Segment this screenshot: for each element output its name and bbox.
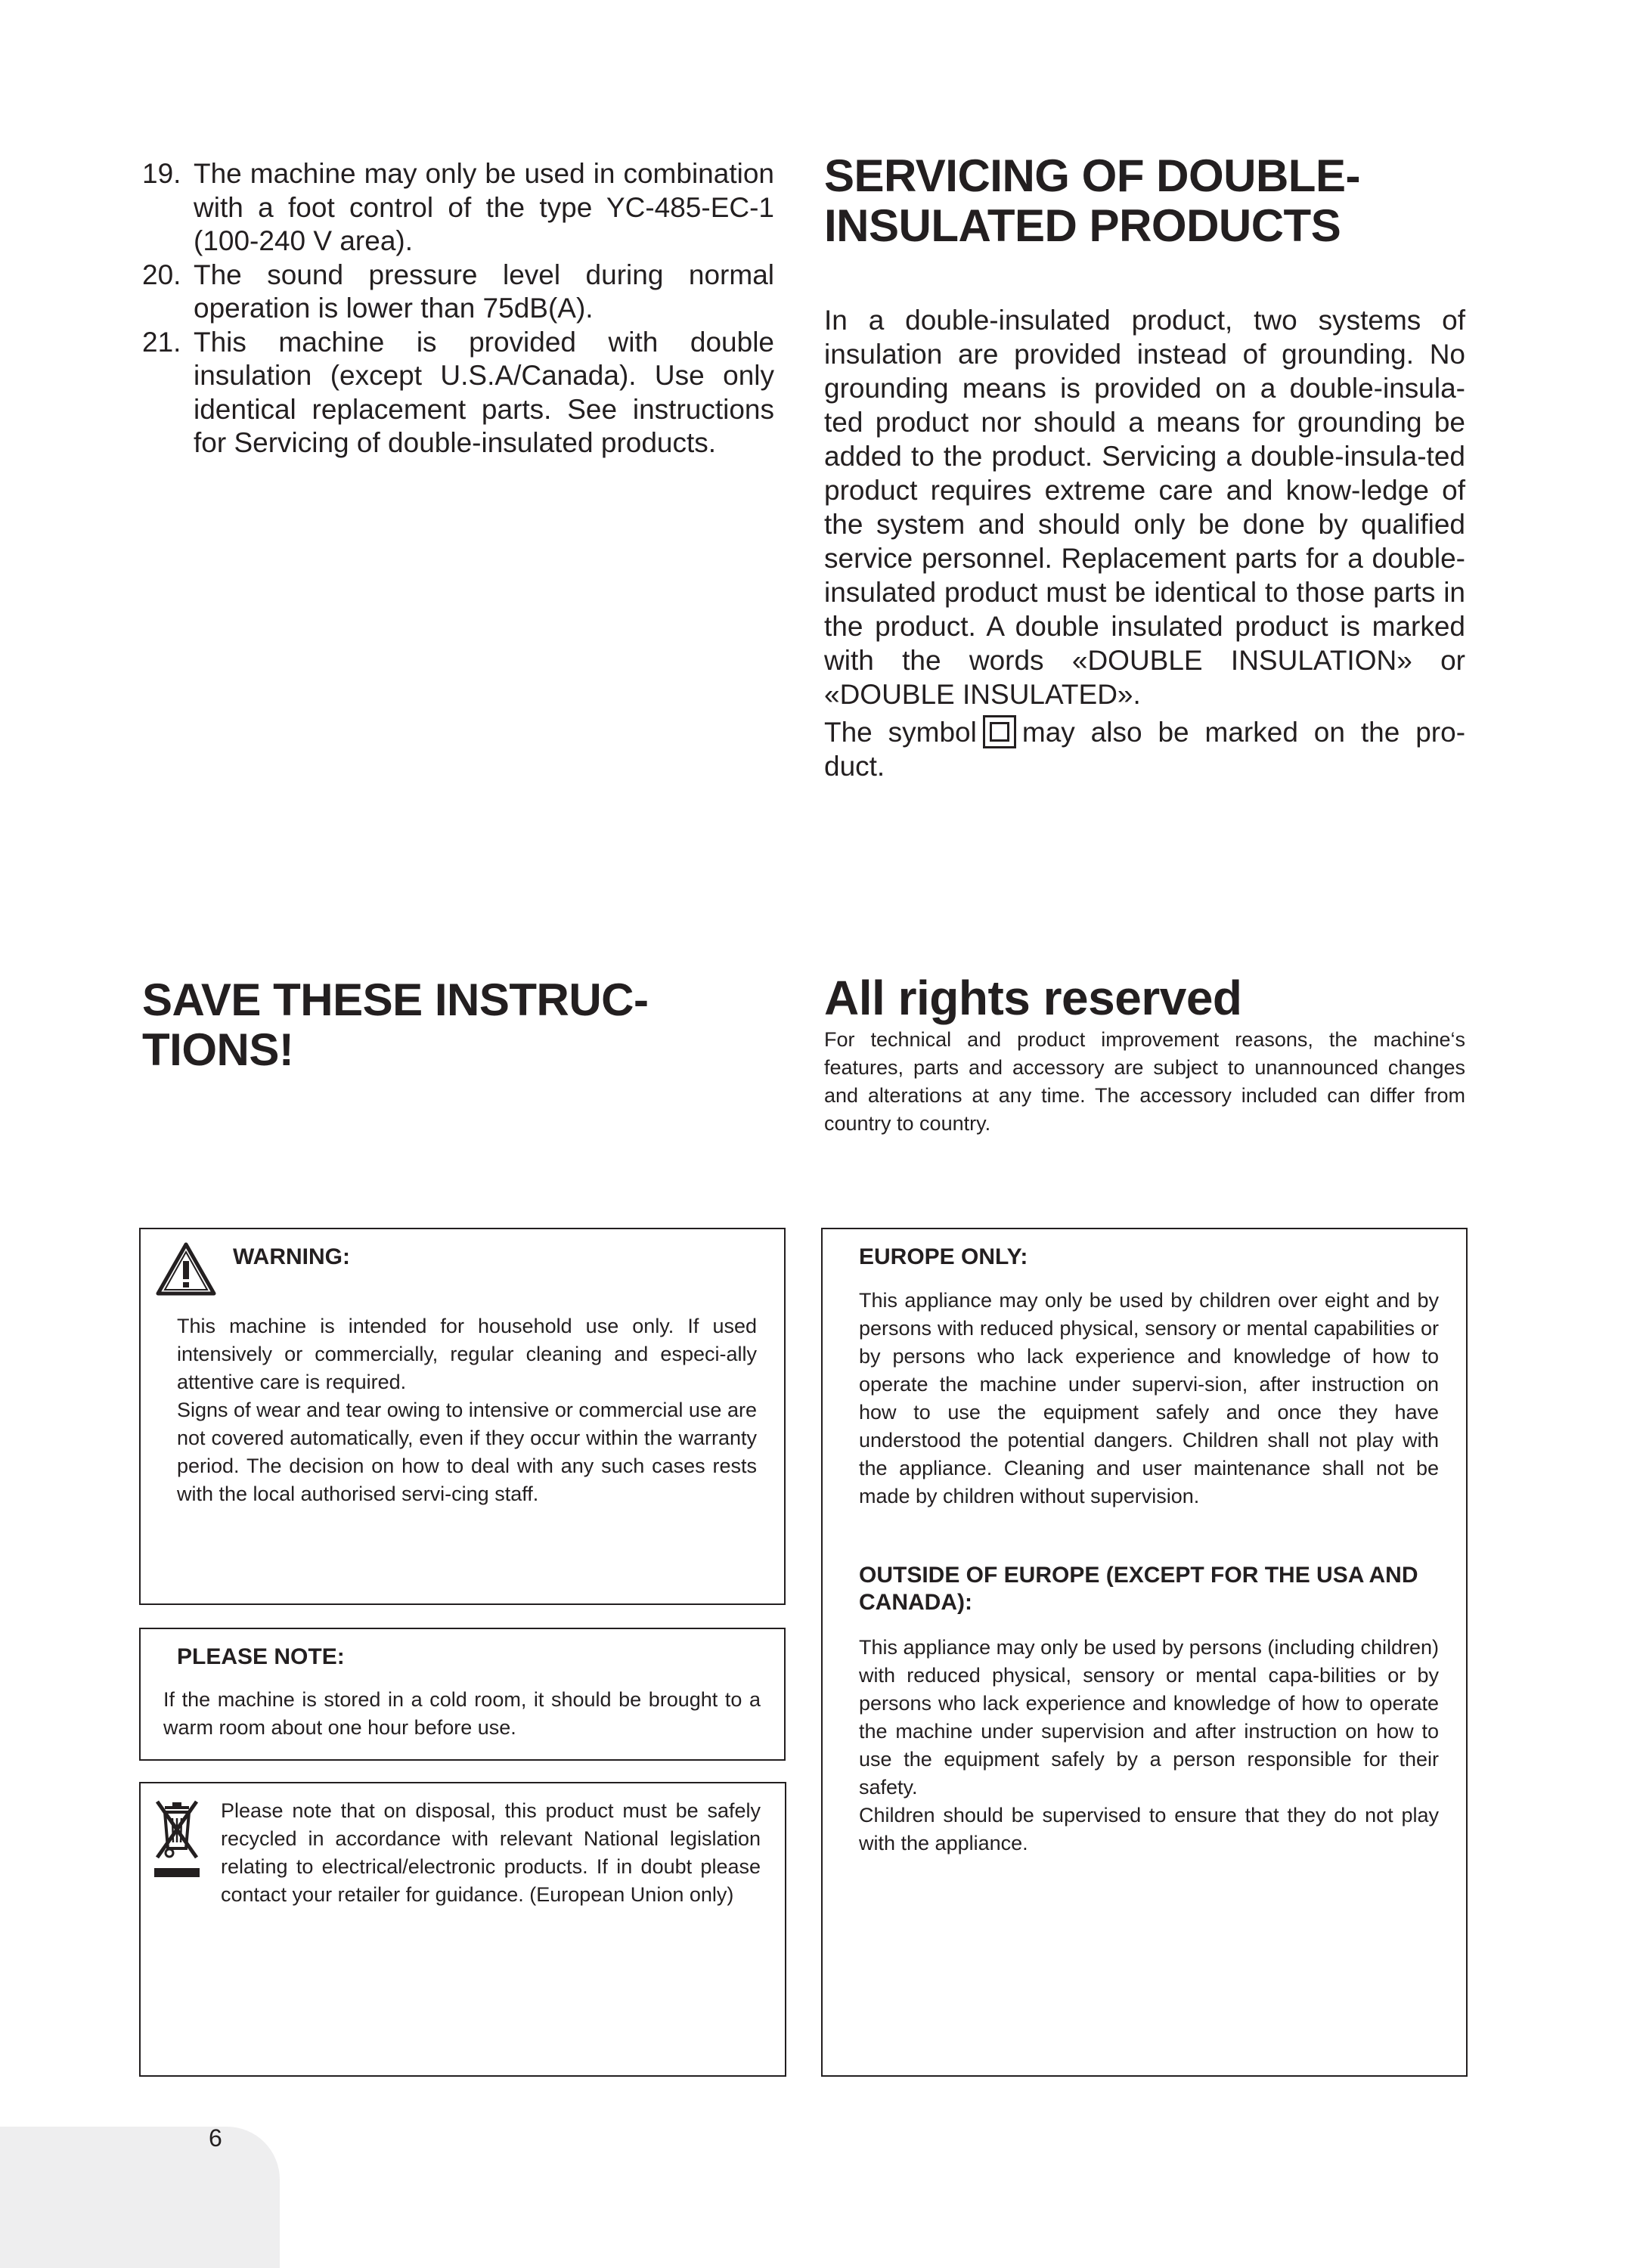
page-number: 6 — [209, 2124, 222, 2152]
warning-title: WARNING: — [233, 1244, 350, 1269]
list-item — [142, 259, 774, 326]
list-item-text: The machine may only be used in combination with a foot control of the type YC-485-EC-1 (100-240 V area). — [194, 158, 774, 256]
servicing-symbol-paragraph — [824, 715, 1465, 783]
list-item-number: 21. — [142, 326, 181, 358]
save-instructions-heading — [142, 975, 792, 1075]
rights-body: For technical and product improvement reasons, the machine‘s features, parts and accessory are subject to unannounced changes and alterations at any time. The accessory included can differ from country to country. — [824, 1028, 1465, 1135]
warning-text-line1: This machine is intended for household use only. If used intensively or commercially, regular cleaning and especi-ally attentive care is required. — [177, 1315, 757, 1393]
list-item-text: This machine is provided with double insulation (except U.S.A/Canada). Use only identical replacement parts. See instructions for Servicing of double-insulated products. — [194, 326, 774, 458]
rights-heading: All rights reserved — [824, 971, 1242, 1025]
europe-only-text: This appliance may only be used by children over eight and by persons with reduced physical, sensory or mental capabilities or by persons who lack experience and knowledge of how to operate the machine under supervi-sion, after instruction on how to use the equipment safely and once they have understood the potential dangers. Children shall not play with the appliance. Cleaning and user maintenance shall not be made by children without supervision. — [859, 1289, 1439, 1507]
page-number-tab — [0, 2127, 280, 2268]
list-item — [142, 157, 774, 259]
symbol-text-after: may also be marked on the pro-duct. — [824, 717, 1466, 782]
warning-text — [177, 1312, 757, 1508]
crossed-out-wheelie-bin-icon — [154, 1799, 200, 1882]
outside-europe-text — [859, 1634, 1439, 1857]
outside-europe-title: OUTSIDE OF EUROPE (EXCEPT FOR THE USA AND CANADA): — [859, 1563, 1418, 1615]
symbol-text-before: The symbol — [824, 717, 977, 748]
double-insulation-symbol-icon — [983, 715, 1016, 748]
list-item-number: 19. — [142, 158, 181, 189]
safety-instructions-list — [142, 157, 774, 460]
list-item — [142, 326, 774, 460]
servicing-heading-line1: SERVICING OF DOUBLE- — [824, 150, 1360, 201]
please-note-box — [139, 1628, 786, 1761]
disposal-text: Please note that on disposal, this product must be safely recycled in accordance with relevant National legislation relating to electrical/electronic products. If in doubt please contact your retailer for guidance. (European Union only) — [221, 1799, 761, 1906]
warning-triangle-icon — [156, 1241, 216, 1296]
warning-text-line2: Signs of wear and tear owing to intensive or commercial use are not covered automatically, even if they occur within the warranty period. The decision on how to deal with any such cases rests with the local authorised servi-cing staff. — [177, 1399, 757, 1505]
servicing-heading — [824, 151, 1520, 251]
list-item-number: 20. — [142, 259, 181, 290]
disposal-box — [139, 1782, 786, 2077]
save-heading-line1: SAVE THESE INSTRUC- — [142, 974, 649, 1025]
europe-only-title: EUROPE ONLY: — [859, 1244, 1028, 1269]
please-note-title: PLEASE NOTE: — [177, 1644, 345, 1669]
save-heading-line2: TIONS! — [142, 1024, 294, 1075]
please-note-text: If the machine is stored in a cold room, it should be brought to a warm room about one hour before use. — [163, 1688, 761, 1739]
servicing-paragraph: In a double-insulated product, two systems of insulation are provided instead of grounding. No grounding means is provided on a double-insula-ted product nor should a means for grounding be added to the product. Servicing a double-insula-ted product requires extreme care and know-ledge of the system and should only be done by qualified service personnel. Replacement parts for a double-insulated product must be identical to those parts in the product. A double insulated product is marked with the words «DOUBLE INSULATION» or «DOUBLE INSULATED». — [824, 305, 1465, 710]
outside-europe-text-line1: This appliance may only be used by persons (including children) with reduced physical, sensory or mental capa-bilities or by persons who lack experience and knowledge of how to operate the machine under supervision and after instruction on how to use the equipment safely by a person responsible for their safety. — [859, 1636, 1439, 1799]
warning-box — [139, 1228, 786, 1605]
servicing-heading-line2: INSULATED PRODUCTS — [824, 200, 1341, 251]
list-item-text: The sound pressure level during normal operation is lower than 75dB(A). — [194, 259, 774, 324]
outside-europe-text-line2: Children should be supervised to ensure that they do not play with the appliance. — [859, 1804, 1439, 1854]
europe-only-box — [821, 1228, 1468, 2077]
